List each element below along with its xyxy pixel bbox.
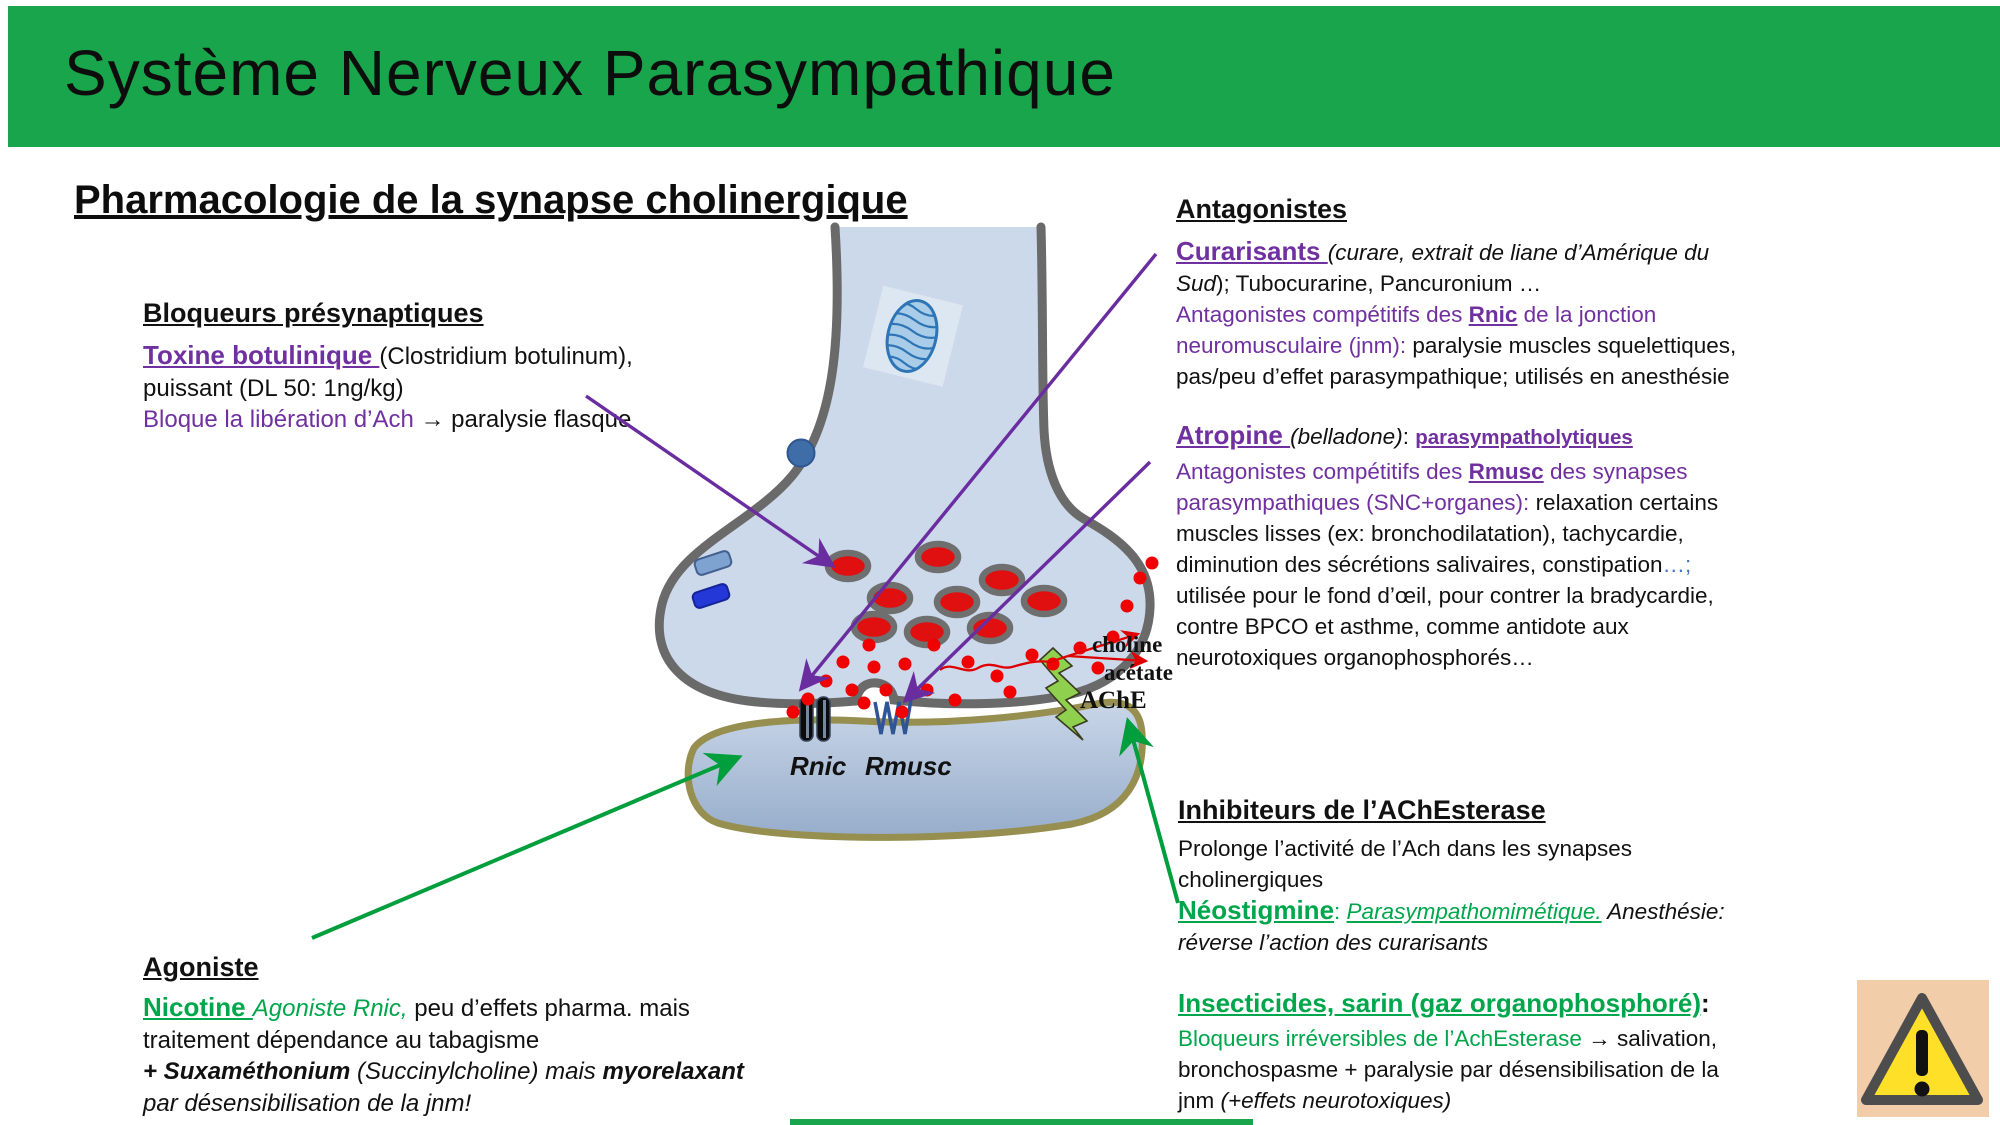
text-line: cholinergiques: [1178, 867, 1324, 892]
text-line: Bloqueurs irréversibles de l’AchEsterase → salivation,: [1178, 1026, 1717, 1051]
membrane-protein-dot: [788, 440, 815, 467]
warning-icon: [1857, 980, 1989, 1117]
text-line: Atropine (belladone): parasympatholytiques: [1176, 420, 1633, 450]
rmusc-label: Rmusc: [865, 751, 952, 781]
text-line: Antagonistes compétitifs des Rnic de la jonction: [1176, 302, 1657, 327]
text-line: parasympathiques (SNC+organes): relaxation certains: [1176, 490, 1719, 515]
agonist-arrow: [312, 757, 739, 938]
text-line: Curarisants (curare, extrait de liane d’Amérique du: [1176, 236, 1710, 266]
section-heading: Insecticides, sarin (gaz organophosphoré):: [1178, 988, 1710, 1018]
ache-label: AChE: [1080, 687, 1147, 714]
text-line: Toxine botulinique (Clostridium botulinum),: [143, 340, 633, 370]
right-arrow-glyph: →: [420, 406, 445, 433]
text-line: Sud); Tubocurarine, Pancuronium …: [1176, 271, 1542, 296]
section-heading: Bloqueurs présynaptiques: [143, 298, 484, 328]
text-line: bronchospasme + paralysie par désensibilisation de la: [1178, 1057, 1719, 1082]
text-line: traitement dépendance au tabagisme: [143, 1026, 540, 1054]
text-line: jnm (+effets neurotoxiques): [1178, 1088, 1452, 1113]
section-heading: Antagonistes: [1176, 194, 1348, 224]
text-line: Nicotine Agoniste Rnic, peu d’effets pharma. mais: [143, 992, 690, 1022]
text-line: neuromusculaire (jnm): paralysie muscles squelettiques,: [1176, 333, 1737, 358]
acetate-label: acétate: [1104, 660, 1173, 685]
text-line: muscles lisses (ex: bronchodilatation), tachycardie,: [1176, 521, 1684, 546]
bottom-green-strip: [790, 1119, 1253, 1125]
page-title: Pharmacologie de la synapse cholinergique: [74, 178, 908, 222]
text-line: Bloque la libération d’Ach → paralysie flasque: [143, 406, 632, 433]
right-arrow-glyph: →: [1588, 1026, 1611, 1051]
slide-title: Système Nerveux Parasympathique: [64, 37, 1116, 109]
text-line: réverse l’action des curarisants: [1178, 930, 1489, 955]
section-heading: Inhibiteurs de l’AChEsterase: [1178, 795, 1546, 825]
ache-inhibitor-arrow: [1128, 721, 1178, 903]
text-line: + Suxaméthonium (Succinylcholine) mais myorelaxant: [143, 1058, 744, 1085]
text-line: Néostigmine: Parasympathomimétique. Anesthésie:: [1178, 895, 1725, 925]
choline-label: choline: [1092, 632, 1163, 657]
text-line: Antagonistes compétitifs des Rmusc des synapses: [1176, 459, 1688, 484]
text-line: puissant (DL 50: 1ng/kg): [143, 374, 404, 402]
section-heading: Agoniste: [143, 952, 259, 982]
text-line: pas/peu d’effet parasympathique; utilisés en anesthésie: [1176, 364, 1730, 389]
text-line: diminution des sécrétions salivaires, constipation…;: [1176, 552, 1692, 577]
rnic-label: Rnic: [790, 751, 847, 781]
text-line: neurotoxiques organophosphorés…: [1176, 645, 1534, 670]
text-line: Prolonge l’activité de l’Ach dans les synapses: [1178, 836, 1632, 861]
text-line: utilisée pour le fond d’œil, pour contrer la bradycardie,: [1176, 583, 1714, 608]
text-line: contre BPCO et asthme, comme antidote aux: [1176, 614, 1629, 639]
text-line: par désensibilisation de la jnm!: [143, 1089, 472, 1117]
